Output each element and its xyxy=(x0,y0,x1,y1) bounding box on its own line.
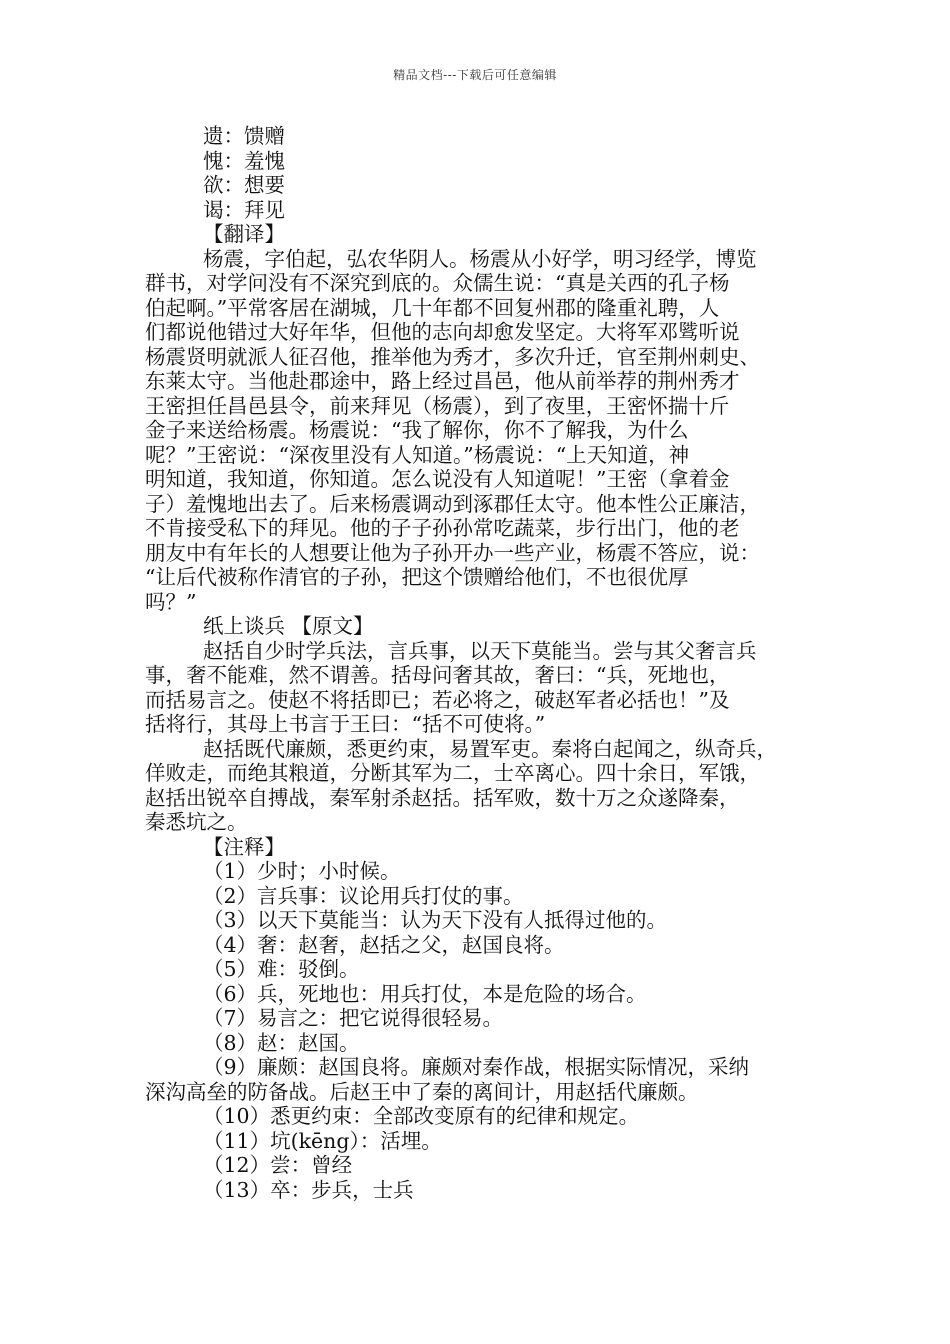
story-line: 事，奢不能难，然不谓善。括母问奢其故，奢曰：“兵，死地也， xyxy=(145,663,730,687)
vocab-line: 遗：馈赠 xyxy=(203,124,285,148)
story-line: 秦悉坑之。 xyxy=(145,810,248,834)
note-item: （13）卒：步兵，士兵 xyxy=(203,1177,414,1202)
note-item: （7）易言之：把它说得很轻易。 xyxy=(203,1006,504,1030)
vocab-line: 愧：羞愧 xyxy=(203,148,285,173)
note-item: （10）悉更约束：全部改变原有的纪律和规定。 xyxy=(203,1104,640,1128)
story-paragraph-2 xyxy=(145,737,809,835)
note-item: （4）奢：赵奢，赵括之父，赵国良将。 xyxy=(203,932,565,957)
translation-line: 王密担任昌邑县令，前来拜见（杨震），到了夜里，王密怀揣十斤 xyxy=(145,393,730,418)
translation-line: 群书，对学问没有不深究到底的。众儒生说：“真是关西的孔子杨 xyxy=(145,271,730,295)
translation-line: “让后代被称作清官的子孙，把这个馈赠给他们，不也很优厚 xyxy=(145,565,689,589)
story-line: 赵括既代廉颇，悉更约束，易置军吏。秦将白起闻之，纵奇兵， xyxy=(203,736,777,761)
note-item: （12）尝：曾经 xyxy=(203,1153,353,1177)
notes-list xyxy=(145,859,809,1202)
translation-paragraph xyxy=(145,247,809,615)
translation-line: 杨震，字伯起，弘农华阴人。杨震从小好学，明习经学，博览 xyxy=(203,246,757,271)
translation-heading: 【翻译】 xyxy=(203,222,285,246)
page-header: 精品文档---下载后可任意编辑 xyxy=(393,68,557,82)
note-item: （6）兵，死地也：用兵打仗，本是危险的场合。 xyxy=(203,981,647,1006)
translation-line: 朋友中有年长的人想要让他为子孙开办一些产业，杨震不答应，说： xyxy=(145,540,760,565)
note-item: （1）少时；小时候。 xyxy=(203,859,401,883)
note-item: （5）难：驳倒。 xyxy=(203,957,360,981)
note-item: （8）赵：赵国。 xyxy=(203,1030,360,1055)
translation-line: 子）羞愧地出去了。后来杨震调动到涿郡任太守。他本性公正廉洁， xyxy=(145,491,760,516)
translation-line: 杨震贤明就派人征召他，推举他为秀才，多次升迁，官至荆州刺史、 xyxy=(145,344,760,369)
vocab-line: 谒：拜见 xyxy=(203,197,285,222)
note-item: （2）言兵事：议论用兵打仗的事。 xyxy=(203,883,524,908)
translation-line: 不肯接受私下的拜见。他的子子孙孙常吃蔬菜，步行出门，他的老 xyxy=(145,516,740,540)
notes-heading: 【注释】 xyxy=(203,834,285,859)
story-title: 纸上谈兵 【原文】 xyxy=(203,614,374,638)
note-item: （11）坑(kēng）：活埋。 xyxy=(203,1128,442,1153)
translation-line: 金子来送给杨震。杨震说：“我了解你，你不了解我，为什么 xyxy=(145,418,689,442)
story-line: 佯败走，而绝其粮道，分断其军为二，士卒离心。四十余日，军饿， xyxy=(145,761,760,785)
translation-line: 东莱太守。当他赴郡途中，路上经过昌邑，他从前举荐的荆州秀才 xyxy=(145,369,740,393)
translation-line: 们都说他错过大好年华，但他的志向却愈发坚定。大将军邓骘听说 xyxy=(145,320,740,344)
translation-line: 伯起啊。”平常客居在湖城，几十年都不回复州郡的隆重礼聘，人 xyxy=(145,295,720,320)
story-line: 而括易言之。使赵不将括即已；若必将之，破赵军者必括也！”及 xyxy=(145,687,730,712)
translation-line: 吗？” xyxy=(145,589,197,614)
note-item: （9）廉颇：赵国良将。廉颇对秦作战，根据实际情况，采纳 xyxy=(203,1055,750,1079)
vocab-line: 欲：想要 xyxy=(203,173,285,197)
translation-line: 明知道，我知道，你知道。怎么说没有人知道呢！”王密（拿着金 xyxy=(145,467,730,491)
story-line: 赵括自少时学兵法，言兵事，以天下莫能当。尝与其父奢言兵 xyxy=(203,638,757,663)
story-line: 赵括出锐卒自搏战，秦军射杀赵括。括军败，数十万之众遂降秦， xyxy=(145,785,740,810)
document-body xyxy=(145,124,809,1202)
note-item: （3）以天下莫能当：认为天下没有人抵得过他的。 xyxy=(203,908,668,932)
translation-line: 呢？”王密说：“深夜里没有人知道。”杨震说：“上天知道，神 xyxy=(145,442,690,467)
note-item-continuation: 深沟高垒的防备战。后赵王中了秦的离间计，用赵括代廉颇。 xyxy=(145,1079,699,1104)
story-line: 括将行，其母上书言于王曰：“括不可使将。” xyxy=(145,712,546,736)
story-paragraph-1 xyxy=(145,639,809,737)
